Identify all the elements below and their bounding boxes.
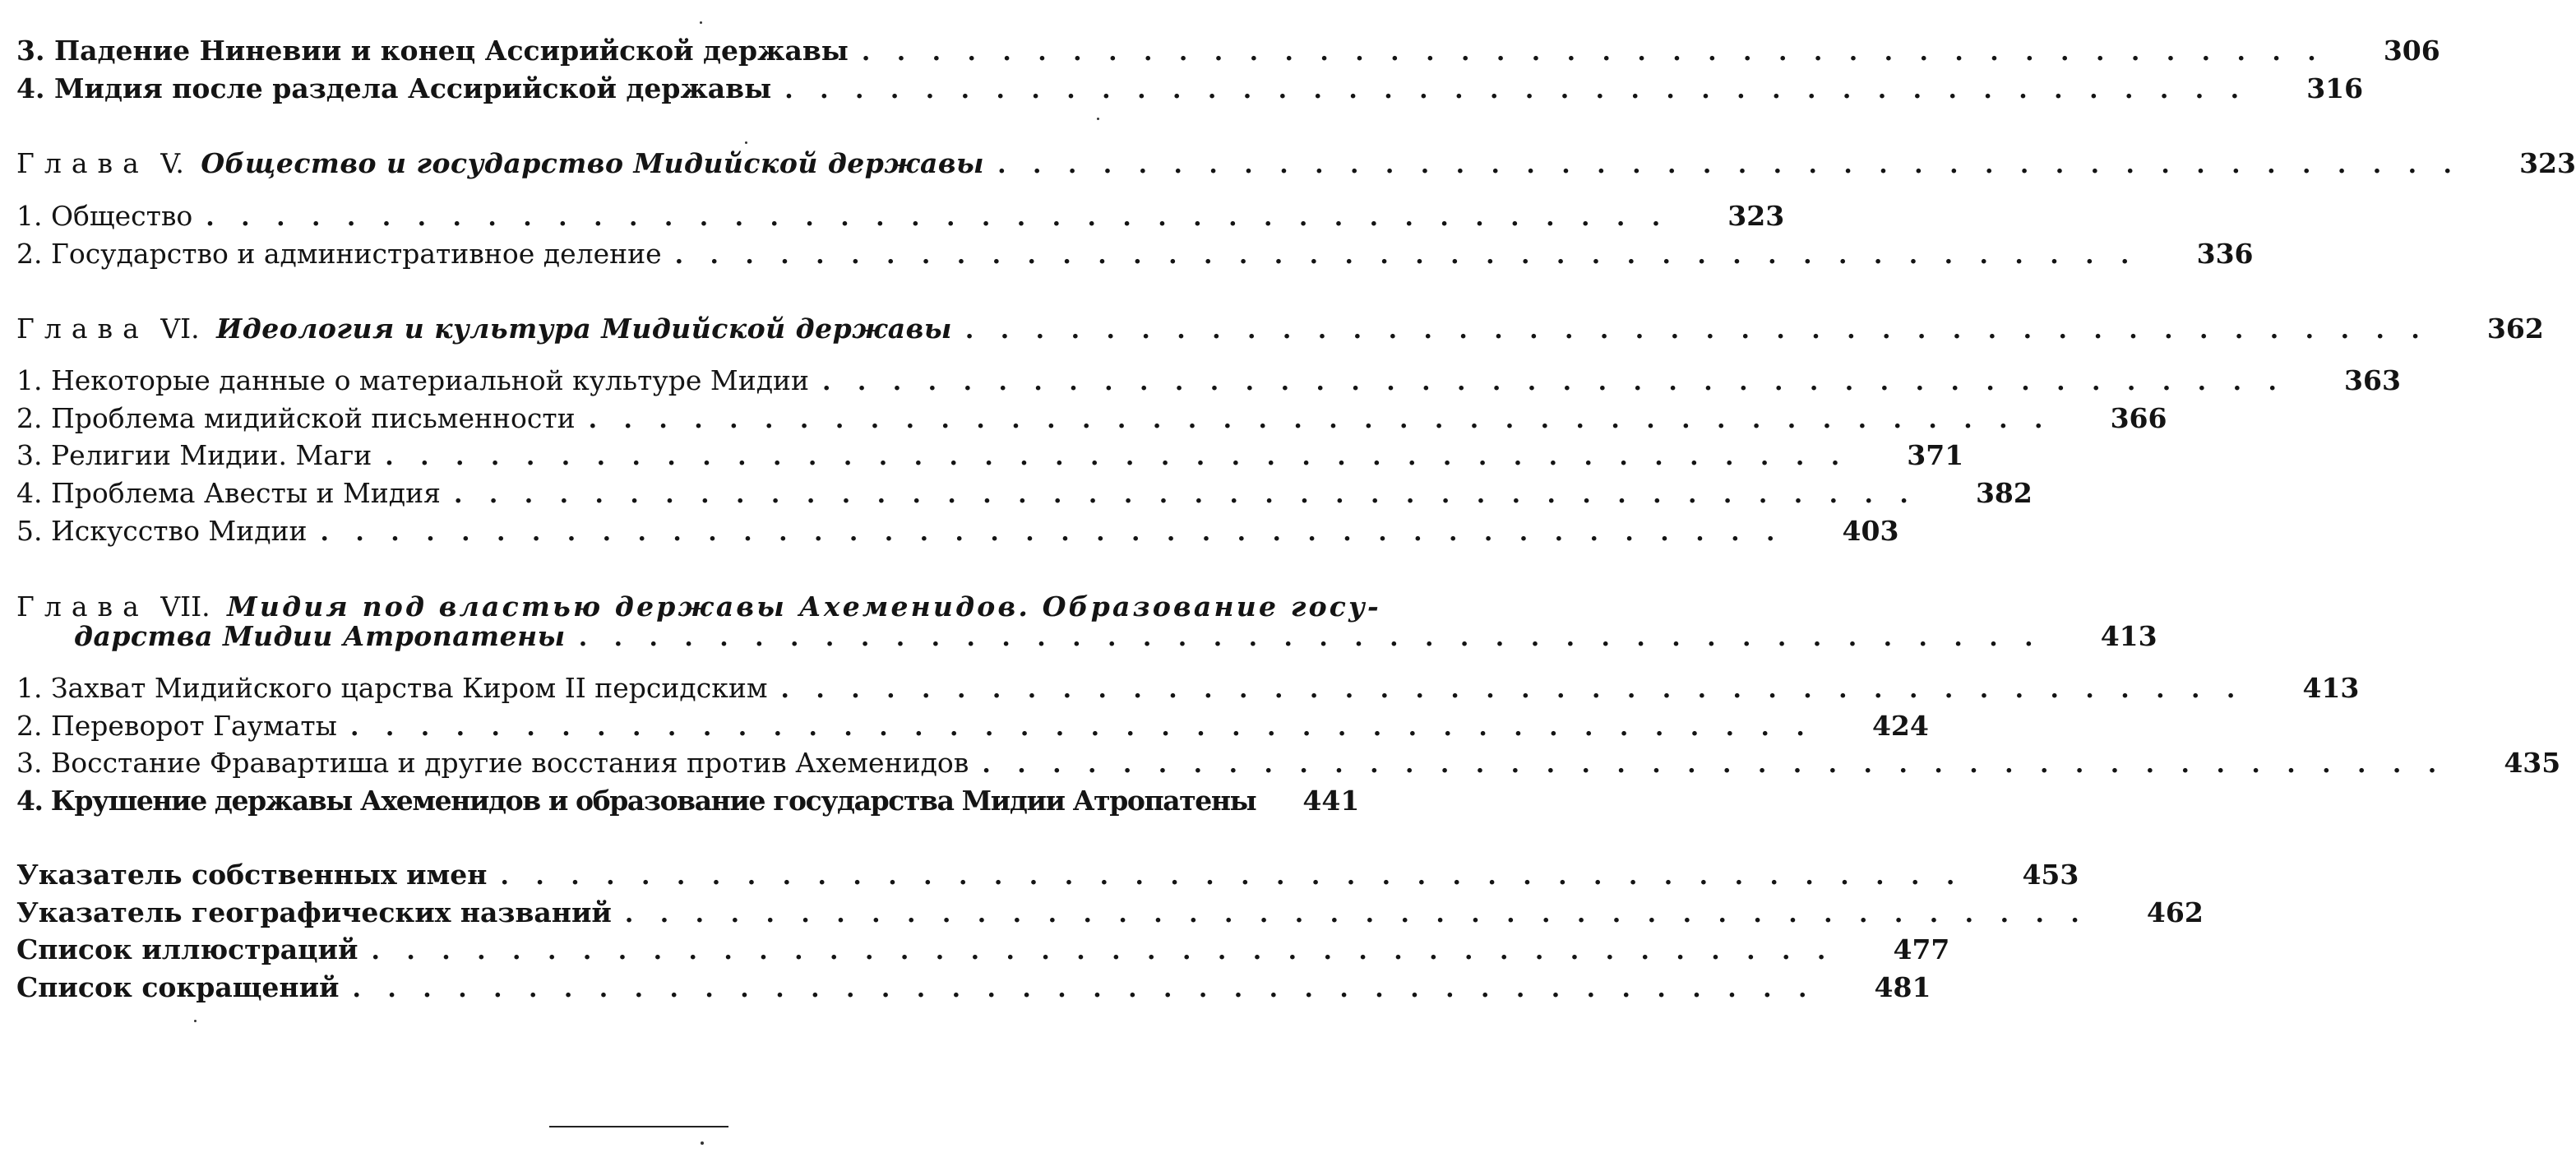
chapter-heading[interactable] <box>16 311 2544 347</box>
leader-dots: . . . . . . . . . . . . . . . . . . . . . . . . . . . . . . . . . . . . . . . . . . <box>385 442 1849 471</box>
leader-dots: . . . . . . . . . . . . . . . . . . . . . . . . . . . . . . . . . . . . . . . . . . <box>982 750 2446 779</box>
leader-dots: . . . . . . . . . . . . . . . . . . . . . . . . . . . . . . . . . . . . . . . . . . <box>674 241 2139 270</box>
toc-entry[interactable] <box>16 708 1929 744</box>
chapter-word: Глава <box>16 590 149 623</box>
toc-page-number: 481 <box>1874 971 1931 1003</box>
toc-entry[interactable] <box>16 33 2440 69</box>
print-speck <box>701 1141 704 1145</box>
leader-dots: . . . . . . . . . . . . . . . . . . . . . . . . . . . . . . . . . . . . . . . . . . <box>349 713 1814 742</box>
toc-entry[interactable] <box>16 513 1899 549</box>
leader-dots: . . . . . . . . . . . . . . . . . . . . . . . . . . . . . . . . . . . . . . . . . . <box>500 862 1964 891</box>
toc-entry[interactable] <box>16 857 2079 893</box>
toc-page-number: 441 <box>1302 785 1360 817</box>
toc-page-number: 477 <box>1893 933 1950 965</box>
leader-dots: . . . . . . . . . . . . . . . . . . . . . . . . . . . . . . . . . . . . . . . . . . <box>822 368 2286 396</box>
toc-entry[interactable] <box>16 895 2204 931</box>
leader-dots: . . . . . . . . . . . . . . . . . . . . . . . . . . . . . . . . . . . . . . . . . . <box>320 518 1784 547</box>
toc-page-number: 336 <box>2196 238 2254 270</box>
toc-entry[interactable] <box>16 475 2033 512</box>
toc-page-number: 462 <box>2146 896 2204 928</box>
toc-page-number: 323 <box>1727 200 1785 232</box>
toc-page-number: 413 <box>2302 672 2360 704</box>
leader-dots: . . . . . . . . . . . . . . . . . . . . . . . . . . . . . . . . . . . . . . . . . . <box>371 937 1835 965</box>
leader-dots: . . . . . . . . . . . . . . . . . . . . . . . . . . . . . . . . . . . . . . . . . . <box>784 76 2249 104</box>
toc-page-number: 362 <box>2486 313 2544 345</box>
leader-dots: . . . . . . . . . . . . . . . . . . . . . . . . . . . . . . . . . . . . . . . . . . <box>578 623 2042 652</box>
toc-entry-label: 3. Падение Ниневии и конец Ассирийской державы <box>16 35 849 67</box>
leader-dots: . . . . . . . . . . . . . . . . . . . . . . . . . . . . . . . . . . . . . . . . . . <box>861 38 2325 67</box>
leader-dots: . . . . . . . . . . . . . . . . . . . . . . . . . . . . . . . . . . . . . . . . . . <box>997 150 2461 179</box>
toc-entry-label: 2. Проблема мидийской письменности <box>16 402 576 434</box>
toc-entry-label: Указатель географических названий <box>16 896 612 928</box>
toc-entry-label: Список сокращений <box>16 971 340 1003</box>
toc-entry-label: 1. Захват Мидийского царства Киром II персидским <box>16 672 768 704</box>
chapter-heading[interactable] <box>16 146 2576 182</box>
toc-entry-label: 3. Религии Мидии. Маги <box>16 439 372 471</box>
toc-page-number: 306 <box>2383 35 2440 67</box>
toc-page-number: 382 <box>1975 477 2033 509</box>
toc-entry[interactable] <box>16 970 1931 1006</box>
end-rule <box>549 1126 728 1127</box>
chapter-title: Общество и государство Мидийской державы <box>201 147 985 179</box>
leader-dots: . . . . . . . . . . . . . . . . . . . . . . . . . . . . . . . . . . . . . . . . . . <box>780 675 2245 704</box>
toc-entry-label: 4. Крушение державы Ахеменидов и образование государства Мидии Атропатены <box>16 785 1256 817</box>
print-speck <box>194 1020 197 1022</box>
chapter-title: Идеология и культура Мидийской державы <box>216 313 952 345</box>
toc-entry-label: 3. Восстание Фравартиша и другие восстания против Ахеменидов <box>16 747 969 779</box>
toc-entry-label: 1. Общество <box>16 200 193 232</box>
toc-entry-label: 2. Переворот Гауматы <box>16 710 337 742</box>
toc-entry[interactable] <box>16 400 2167 437</box>
chapter-number: V. <box>160 147 184 179</box>
toc-entry-label: 4. Мидия после раздела Ассирийской державы <box>16 72 772 104</box>
leader-dots: . . . . . . . . . . . . . . . . . . . . . . . . . . . . . . . . . . . . . . . . . . <box>964 316 2429 345</box>
leader-dots: . . . . . . . . . . . . . . . . . . . . . . . . . . . . . . . . . . . . . . . . . . <box>352 975 1816 1003</box>
print-speck <box>745 141 747 144</box>
print-speck <box>1097 118 1099 120</box>
leader-dots: . . . . . . . . . . . . . . . . . . . . . . . . . . . . . . . . . . . . . . . . . . <box>453 480 1917 509</box>
toc-entry[interactable] <box>16 438 1964 474</box>
toc-entry-label: 1. Некоторые данные о материальной культуре Мидии <box>16 364 810 396</box>
chapter-word: Глава <box>16 313 149 345</box>
chapter-title: дарства Мидии Атропатены <box>74 620 566 652</box>
chapter-title: Мидия под властью державы Ахеменидов. Образование госу- <box>227 590 1381 623</box>
chapter-number: VII. <box>160 590 210 623</box>
toc-page-number: 453 <box>2022 859 2079 891</box>
toc-page-number: 371 <box>1907 439 1964 471</box>
leader-dots: . . . . . . . . . . . . . . . . . . . . . . . . . . . . . . . . . . . . . . . . . . <box>206 203 1670 232</box>
toc-entry-label: 2. Государство и административное деление <box>16 238 662 270</box>
chapter-number: VI. <box>160 313 200 345</box>
chapter-word: Глава <box>16 147 149 179</box>
toc-page-number: 413 <box>2100 620 2157 652</box>
toc-entry[interactable] <box>16 71 2364 107</box>
toc-entry-label: Указатель собственных имен <box>16 859 488 891</box>
chapter-heading-continuation[interactable] <box>74 618 2157 655</box>
toc-entry-label: 5. Искусство Мидии <box>16 515 308 547</box>
toc-page-number: 323 <box>2519 147 2576 179</box>
leader-dots: . . . . . . . . . . . . . . . . . . . . . . . . . . . . . . . . . . . . . . . . . . <box>588 405 2052 434</box>
toc-page-number: 316 <box>2306 72 2364 104</box>
print-speck <box>700 21 702 24</box>
toc-entry[interactable] <box>16 670 2360 706</box>
toc-entry[interactable] <box>16 932 1950 968</box>
toc-entry-label: 4. Проблема Авесты и Мидия <box>16 477 441 509</box>
toc-entry[interactable] <box>16 236 2254 272</box>
toc-entry[interactable] <box>16 363 2401 399</box>
toc-page-number: 403 <box>1842 515 1899 547</box>
toc-entry[interactable] <box>16 745 2561 781</box>
toc-page-number: 424 <box>1871 710 1929 742</box>
leader-dots: . . . . . . . . . . . . . . . . . . . . . . . . . . . . . . . . . . . . . . . . . . <box>624 900 2088 928</box>
toc-page-number: 363 <box>2344 364 2401 396</box>
toc-entry[interactable] <box>16 198 1785 234</box>
toc-entry-label: Список иллюстраций <box>16 933 358 965</box>
toc-page-number: 366 <box>2110 402 2167 434</box>
toc-entry[interactable] <box>16 783 1360 819</box>
toc-page-number: 435 <box>2504 747 2561 779</box>
